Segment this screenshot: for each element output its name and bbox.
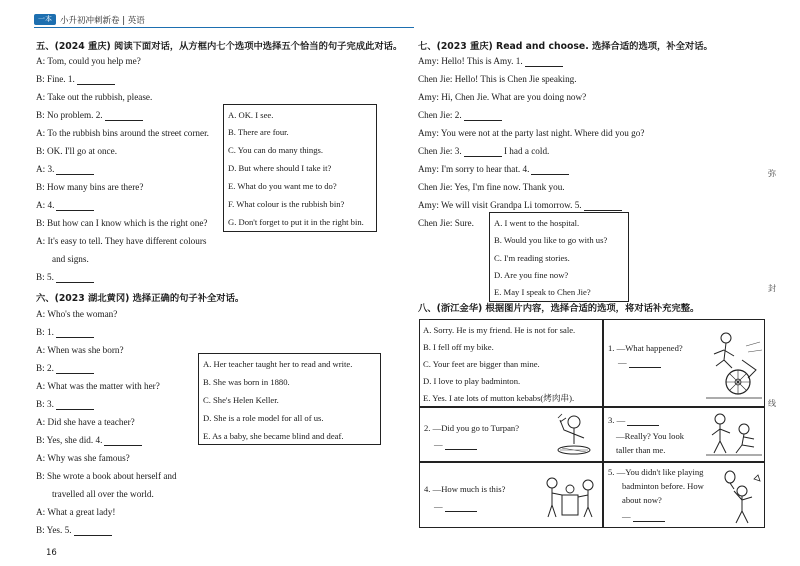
section8-options-cell	[419, 319, 603, 407]
dialogue-line: A: It's easy to tell. They have different colours	[36, 236, 207, 246]
question-text: badminton before. How	[622, 481, 704, 491]
answer-blank[interactable]	[531, 165, 569, 175]
question-text: 3. —	[608, 414, 659, 426]
fallen-bike-picture	[706, 326, 762, 402]
dialogue-line: A: Take out the rubbish, please.	[36, 92, 153, 102]
option-item: E. May I speak to Chen Jie?	[494, 287, 591, 297]
shopping-picture	[542, 473, 600, 519]
side-mark: 弥	[768, 169, 776, 178]
option-item: A. Her teacher taught her to read and write.	[203, 359, 353, 369]
option-item: B. Would you like to go with us?	[494, 235, 608, 245]
dialogue-line: B: Yes, she did. 4.	[36, 435, 142, 446]
dialogue-line: B: Yes. 5.	[36, 525, 112, 536]
section5-heading: 五、(2024 重庆) 阅读下面对话，从方框内七个选项中选择五个恰当的句子完成此对话。	[36, 41, 403, 52]
eating-kebabs-picture	[552, 412, 598, 458]
answer-line: —	[618, 356, 661, 368]
dialogue-line: Amy: Hi, Chen Jie. What are you doing now?	[418, 92, 587, 102]
dialogue-line: Amy: We will visit Grandpa Li tomorrow. 5.	[418, 200, 622, 211]
option-item: B. There are four.	[228, 127, 289, 137]
question-text: —Really? You look	[616, 431, 685, 441]
dialogue-line: B: 2.	[36, 363, 94, 374]
answer-blank[interactable]	[445, 502, 477, 512]
dialogue-line: A: Tom, could you help me?	[36, 56, 141, 66]
header-divider	[34, 27, 414, 28]
side-mark: 线	[768, 399, 776, 408]
dialogue-line: B: But how can I know which is the right one?	[36, 218, 208, 228]
section5-options-box	[223, 104, 377, 232]
question-text: about now?	[622, 495, 662, 505]
section7-options-box	[489, 212, 629, 302]
dialogue-line: B: 5.	[36, 272, 94, 283]
dialogue-line: A: Who's the woman?	[36, 309, 118, 319]
dialogue-line: A: Why was she famous?	[36, 453, 130, 463]
dialogue-line: and signs.	[52, 254, 89, 264]
answer-blank[interactable]	[56, 364, 94, 374]
section8-heading: 八、(浙江金华) 根据图片内容，选择合适的选项，将对话补充完整。	[418, 303, 700, 314]
answer-blank[interactable]	[633, 512, 665, 522]
option-item: C. Your feet are bigger than mine.	[423, 359, 540, 369]
option-item: D. But where should I take it?	[228, 163, 332, 173]
question-text: 5. —You didn't like playing	[608, 467, 704, 477]
series-logo: 一本	[34, 14, 56, 25]
question-text: taller than me.	[616, 445, 666, 455]
option-item: B. I fell off my bike.	[423, 342, 494, 352]
question-text: 4. —How much is this?	[424, 484, 506, 494]
answer-blank[interactable]	[56, 328, 94, 338]
dialogue-line: Amy: Hello! This is Amy. 1.	[418, 56, 563, 67]
picture-question-5	[603, 462, 765, 528]
dialogue-line: A: What was the matter with her?	[36, 381, 160, 391]
picture-question-4	[419, 462, 603, 528]
answer-blank[interactable]	[56, 165, 94, 175]
answer-blank[interactable]	[104, 436, 142, 446]
dialogue-line: Amy: You were not at the party last night. Where did you go?	[418, 128, 645, 138]
answer-blank[interactable]	[627, 416, 659, 426]
option-item: F. What colour is the rubbish bin?	[228, 199, 345, 209]
answer-blank[interactable]	[77, 75, 115, 85]
dialogue-line: Chen Jie: Yes, I'm fine now. Thank you.	[418, 182, 565, 192]
dialogue-line: Chen Jie: Sure.	[418, 218, 474, 228]
dialogue-line: Chen Jie: 3. I had a cold.	[418, 146, 550, 156]
option-item: E. Yes. I ate lots of mutton kebabs(烤肉串).	[423, 393, 575, 403]
answer-blank[interactable]	[464, 147, 502, 157]
answer-blank[interactable]	[56, 273, 94, 283]
answer-blank[interactable]	[105, 111, 143, 121]
answer-blank[interactable]	[56, 400, 94, 410]
option-item: D. Are you fine now?	[494, 270, 569, 280]
dialogue-line: travelled all over the world.	[52, 489, 154, 499]
dialogue-line: B: 3.	[36, 399, 94, 410]
answer-blank[interactable]	[629, 358, 661, 368]
question-text: 1. —What happened?	[608, 343, 683, 353]
option-item: E. As a baby, she became blind and deaf.	[203, 431, 344, 441]
option-item: E. What do you want me to do?	[228, 181, 337, 191]
picture-question-2	[419, 407, 603, 462]
answer-blank[interactable]	[445, 440, 477, 450]
option-item: B. She was born in 1880.	[203, 377, 290, 387]
answer-blank[interactable]	[584, 201, 622, 211]
option-item: A. Sorry. He is my friend. He is not for sale.	[423, 325, 576, 335]
answer-line: —	[622, 510, 665, 522]
dialogue-line: Chen Jie: Hello! This is Chen Jie speaking.	[418, 74, 577, 84]
dialogue-line: A: What a great lady!	[36, 507, 116, 517]
dialogue-line: B: She wrote a book about herself and	[36, 471, 177, 481]
option-item: C. You can do many things.	[228, 145, 324, 155]
answer-blank[interactable]	[56, 201, 94, 211]
section7-heading: 七、(2023 重庆) Read and choose. 选择合适的选项，补全对话。	[418, 41, 713, 52]
page-number: 16	[46, 548, 57, 558]
option-item: C. I'm reading stories.	[494, 253, 570, 263]
dialogue-line: B: Fine. 1.	[36, 74, 115, 85]
dialogue-line: A: Did she have a teacher?	[36, 417, 135, 427]
dialogue-line: A: 3.	[36, 164, 94, 175]
picture-question-3	[603, 407, 765, 462]
dialogue-line: B: OK. I'll go at once.	[36, 146, 118, 156]
answer-blank[interactable]	[464, 111, 502, 121]
option-item: D. I love to play badminton.	[423, 376, 521, 386]
dialogue-line: Chen Jie: 2.	[418, 110, 502, 121]
side-mark: 封	[768, 284, 776, 293]
option-item: G. Don't forget to put it in the right bin.	[228, 217, 364, 227]
picture-question-1	[603, 319, 765, 407]
dialogue-line: B: 1.	[36, 327, 94, 338]
question-text: 2. —Did you go to Turpan?	[424, 423, 520, 433]
dialogue-line: A: When was she born?	[36, 345, 124, 355]
dialogue-line: B: How many bins are there?	[36, 182, 144, 192]
answer-blank[interactable]	[74, 526, 112, 536]
answer-line: —	[434, 500, 477, 512]
option-item: C. She's Helen Keller.	[203, 395, 279, 405]
option-item: A. OK. I see.	[228, 110, 274, 120]
dialogue-line: A: To the rubbish bins around the street corner.	[36, 128, 209, 138]
option-item: D. She is a role model for all of us.	[203, 413, 324, 423]
answer-blank[interactable]	[525, 57, 563, 67]
page-header-title: 小升初冲刺新卷 | 英语	[60, 16, 145, 26]
answer-line: —	[434, 438, 477, 450]
dialogue-line: Amy: I'm sorry to hear that. 4.	[418, 164, 569, 175]
dialogue-line: B: No problem. 2.	[36, 110, 143, 121]
option-item: A. I went to the hospital.	[494, 218, 580, 228]
section6-heading: 六、(2023 湖北黄冈) 选择正确的句子补全对话。	[36, 293, 245, 304]
dialogue-line: A: 4.	[36, 200, 94, 211]
badminton-player-picture	[722, 469, 762, 525]
two-children-picture	[706, 411, 762, 459]
section6-options-box	[198, 353, 381, 445]
